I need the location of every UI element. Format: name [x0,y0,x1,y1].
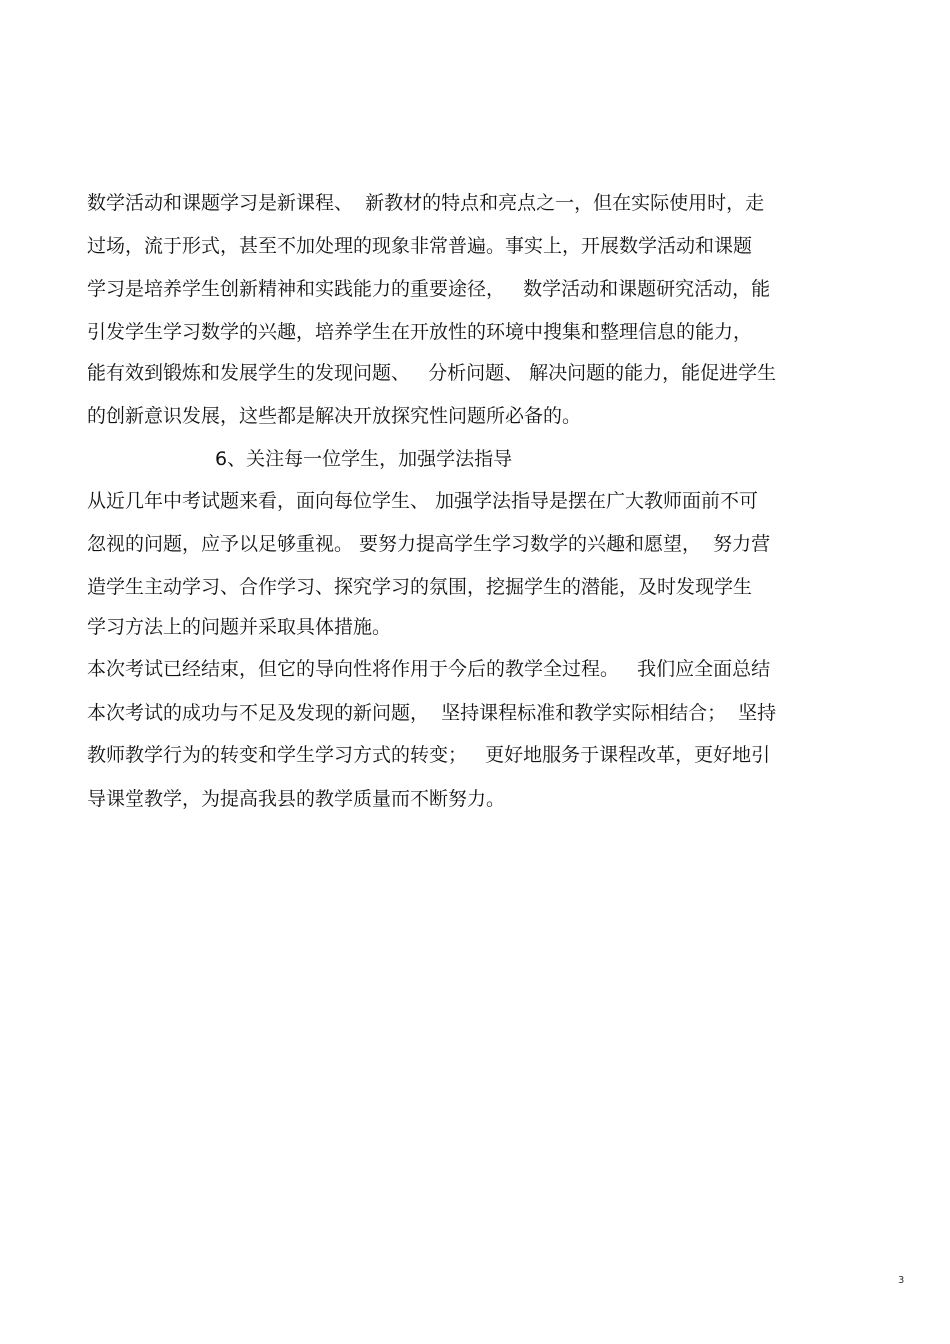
paragraph-line: 造学生主动学习、合作学习、探究学习的氛围，挖掘学生的潜能，及时发现学生 [87,576,753,598]
paragraph-line: 能有效到锻炼和发展学生的发现问题、 分析问题、 解决问题的能力，能促进学生 [87,362,777,384]
section-heading: 6、关注每一位学生，加强学法指导 [215,448,513,470]
paragraph-line: 从近几年中考试题来看，面向每位学生、 加强学法指导是摆在广大教师面前不可 [87,490,759,512]
paragraph-line: 本次考试已经结束，但它的导向性将作用于今后的教学全过程。 我们应全面总结 [87,658,771,680]
paragraph-line: 数学活动和课题学习是新课程、 新教材的特点和亮点之一，但在实际使用时，走 [87,192,765,214]
paragraph-line: 过场，流于形式，甚至不加处理的现象非常普遍。事实上，开展数学活动和课题 [87,235,753,257]
paragraph-line: 导课堂教学，为提高我县的教学质量而不断努力。 [87,788,506,810]
paragraph-line: 忽视的问题，应予以足够重视。 要努力提高学生学习数学的兴趣和愿望， 努力营 [87,533,771,555]
paragraph-line: 的创新意识发展，这些都是解决开放探究性问题所必备的。 [87,405,582,427]
paragraph-line: 引发学生学习数学的兴趣，培养学生在开放性的环境中搜集和整理信息的能力， [87,321,753,343]
paragraph-line: 学习是培养学生创新精神和实践能力的重要途径， 数学活动和课题研究活动，能 [87,278,771,300]
paragraph-line: 学习方法上的问题并采取具体措施。 [87,616,392,638]
page-number: 3 [898,1275,905,1286]
paragraph-line: 本次考试的成功与不足及发现的新问题， 坚持课程标准和教学实际相结合； 坚持 [87,702,777,724]
paragraph-line: 教师教学行为的转变和学生学习方式的转变； 更好地服务于课程改革，更好地引 [87,744,771,766]
